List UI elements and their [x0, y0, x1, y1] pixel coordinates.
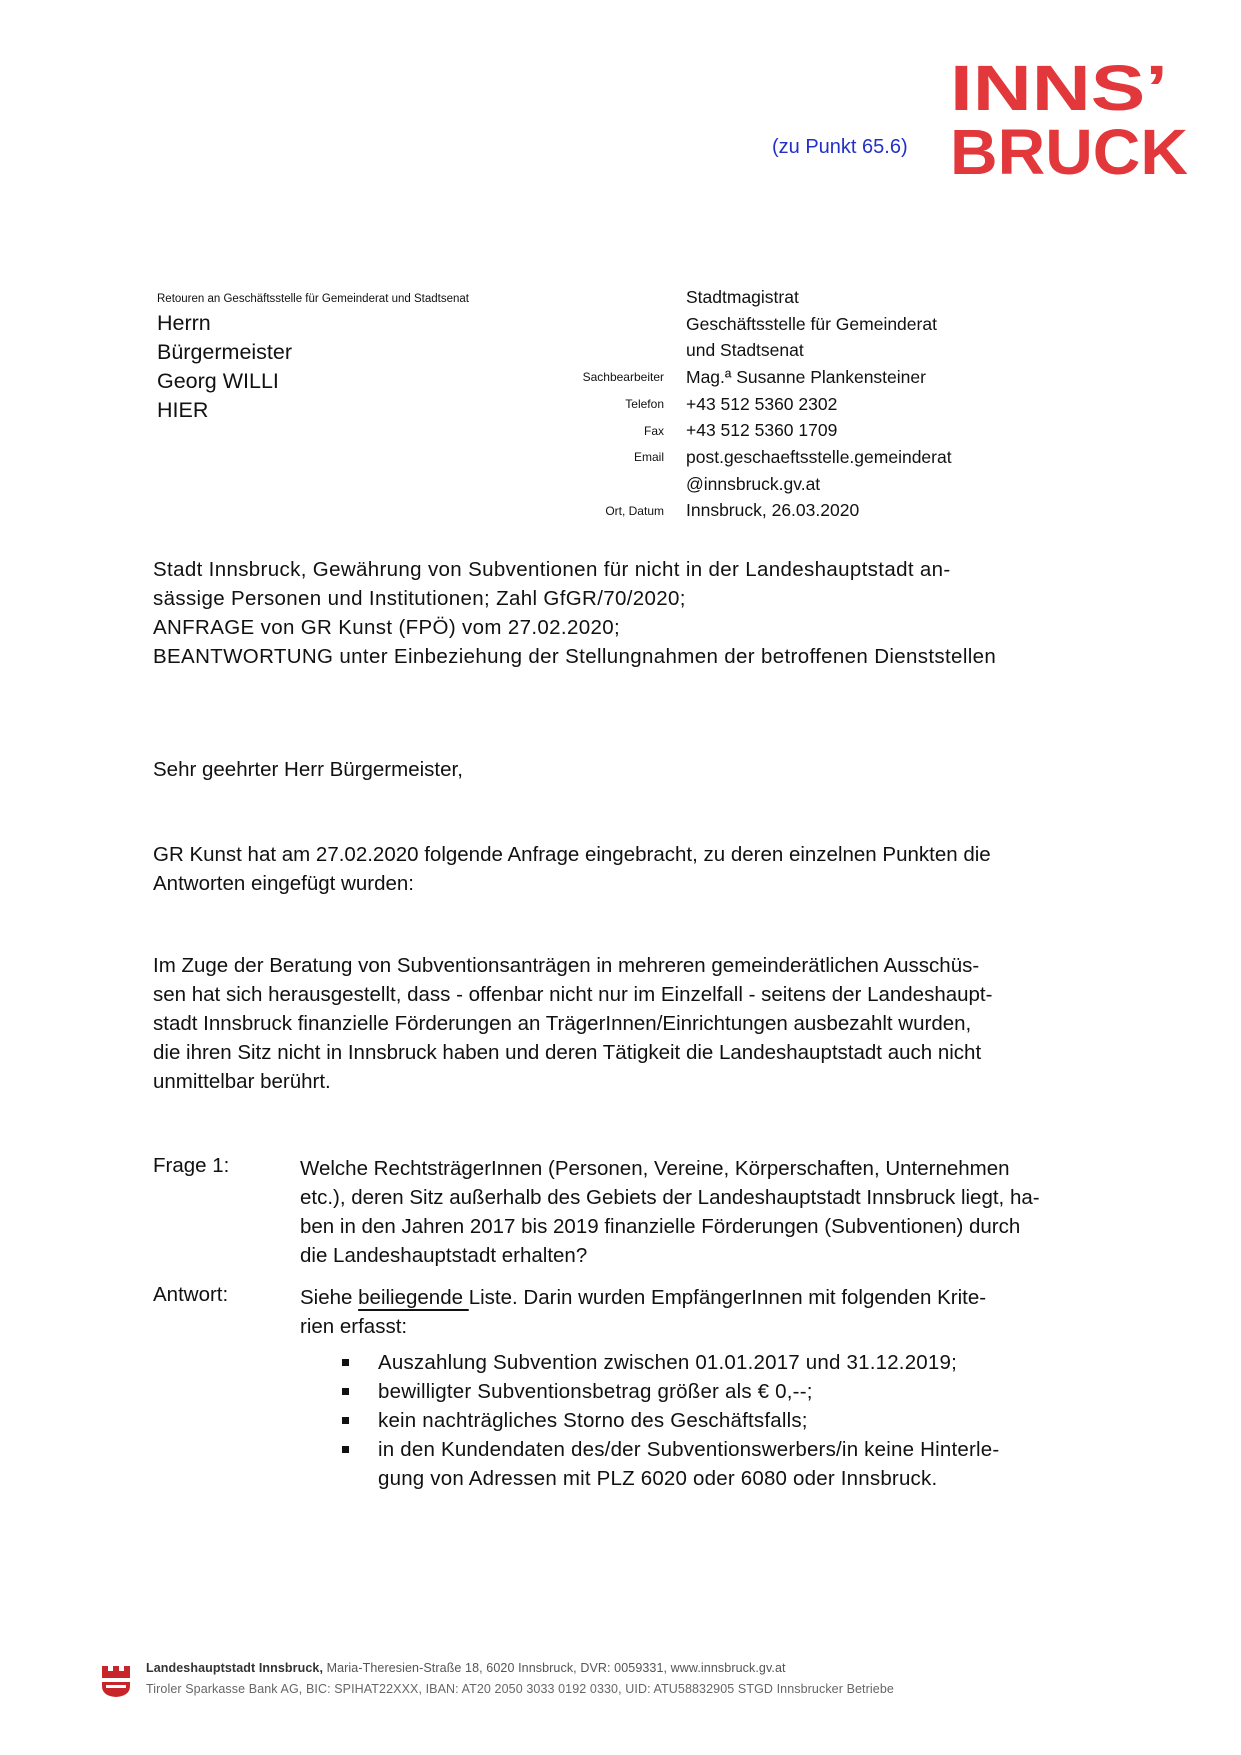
sender-label: Telefon — [625, 397, 664, 412]
intro-paragraph — [153, 840, 1143, 898]
footer-address: Maria-Theresien-Straße 18, 6020 Innsbruck, DVR: 0059331, www.innsbruck.gv.at — [323, 1661, 786, 1675]
footer-line-1 — [146, 1661, 786, 1675]
sender-block — [486, 284, 1006, 524]
sender-label: Sachbearbeiter — [582, 370, 664, 385]
criteria-text: gung von Adressen mit PLZ 6020 oder 6080 oder Innsbruck. — [378, 1467, 938, 1490]
recipient-line: Herrn — [157, 311, 211, 335]
recipient-line: Bürgermeister — [157, 340, 293, 364]
intro-line: GR Kunst hat am 27.02.2020 folgende Anfrage eingebracht, zu deren einzelnen Punkten die — [153, 843, 991, 866]
salutation: Sehr geehrter Herr Bürgermeister, — [153, 758, 463, 781]
sender-value: Innsbruck, 26.03.2020 — [686, 500, 860, 521]
innsbruck-logo — [948, 56, 1190, 180]
sender-value: +43 512 5360 1709 — [686, 420, 838, 441]
paragraph-line: stadt Innsbruck finanzielle Förderungen an TrägerInnen/Einrichtungen ausbezahlt wurden, — [153, 1012, 972, 1035]
sender-value: Geschäftsstelle für Gemeinderat — [686, 313, 937, 334]
logo-line-1: INNS’ — [950, 56, 1168, 124]
paragraph-line: Im Zuge der Beratung von Subventionsanträgen in mehreren gemeinderätlichen Ausschüs- — [153, 954, 980, 977]
answer-line: rien erfasst: — [300, 1315, 408, 1338]
question-line: die Landeshauptstadt erhalten? — [300, 1244, 588, 1267]
sender-value: +43 512 5360 2302 — [686, 393, 838, 414]
sender-value: post.geschaeftsstelle.gemeinderat — [686, 446, 952, 467]
footer — [100, 1658, 1160, 1704]
footer-org-name: Landeshauptstadt Innsbruck, — [146, 1661, 324, 1675]
answer-pre: Siehe — [300, 1286, 359, 1309]
attachment-reference: beiliegende — [358, 1286, 469, 1309]
city-crest-icon — [100, 1662, 132, 1698]
sender-label: Email — [633, 450, 664, 465]
footer-line-2: Tiroler Sparkasse Bank AG, BIC: SPIHAT22XXX, IBAN: AT20 2050 3033 0192 0330, UID: ATU58832905 STGD Innsbrucker Betriebe — [146, 1682, 894, 1696]
paragraph-line: sen hat sich herausgestellt, dass - offenbar nicht nur im Einzelfall - seitens der Landeshaupt- — [153, 983, 993, 1006]
recipient-address — [157, 309, 292, 425]
sender-value: Stadtmagistrat — [686, 286, 799, 307]
subject-block — [153, 555, 996, 671]
question-line: ben in den Jahren 2017 bis 2019 finanzielle Förderungen (Subventionen) durch — [300, 1215, 1021, 1238]
answer-text — [300, 1283, 1140, 1341]
subject-line: BEANTWORTUNG unter Einbeziehung der Stellungnahmen der betroffenen Dienststellen — [153, 645, 997, 668]
subject-line: sässige Personen und Institutionen; Zahl GfGR/70/2020; — [153, 587, 686, 610]
answer-line — [300, 1283, 1140, 1312]
paragraph-line: unmittelbar berührt. — [153, 1070, 331, 1093]
criteria-item — [338, 1435, 1128, 1493]
criteria-item: kein nachträgliches Storno des Geschäftsfalls; — [338, 1406, 1128, 1435]
criteria-item: bewilligter Subventionsbetrag größer als € 0,--; — [338, 1377, 1128, 1406]
criteria-list — [338, 1348, 1128, 1493]
subject-line: Stadt Innsbruck, Gewährung von Subventionen für nicht in der Landeshauptstadt an- — [153, 558, 951, 581]
logo-line-2: BRUCK — [950, 116, 1188, 180]
recipient-line: HIER — [157, 398, 209, 422]
question-line: Welche RechtsträgerInnen (Personen, Vereine, Körperschaften, Unternehmen — [300, 1157, 1010, 1180]
paragraph-line: die ihren Sitz nicht in Innsbruck haben und deren Tätigkeit die Landeshauptstadt auch nicht — [153, 1041, 982, 1064]
subject-line: ANFRAGE von GR Kunst (FPÖ) vom 27.02.2020; — [153, 616, 621, 639]
sender-label: Fax — [643, 423, 664, 438]
sender-label: Ort, Datum — [605, 503, 664, 518]
intro-line: Antworten eingefügt wurden: — [153, 872, 414, 895]
sender-value: Mag.ª Susanne Plankensteiner — [686, 366, 926, 387]
criteria-text: in den Kundendaten des/der Subventionswerbers/in keine Hinterle- — [378, 1438, 1000, 1461]
return-address-line: Retouren an Geschäftsstelle für Gemeinderat und Stadtsenat — [157, 293, 469, 305]
criteria-item: Auszahlung Subvention zwischen 01.01.2017 und 31.12.2019; — [338, 1348, 1128, 1377]
context-paragraph — [153, 951, 1143, 1096]
question-label: Frage 1: — [153, 1154, 230, 1177]
answer-label: Antwort: — [153, 1283, 229, 1306]
answer-post: Liste. Darin wurden EmpfängerInnen mit folgenden Krite- — [468, 1286, 987, 1309]
sender-value: und Stadtsenat — [686, 340, 804, 361]
question-line: etc.), deren Sitz außerhalb des Gebiets der Landeshauptstadt Innsbruck liegt, ha- — [300, 1186, 1040, 1209]
question-text — [300, 1154, 1140, 1270]
sender-value: @innsbruck.gv.at — [686, 473, 821, 494]
recipient-line: Georg WILLI — [157, 369, 279, 393]
reference-note: (zu Punkt 65.6) — [772, 136, 908, 158]
